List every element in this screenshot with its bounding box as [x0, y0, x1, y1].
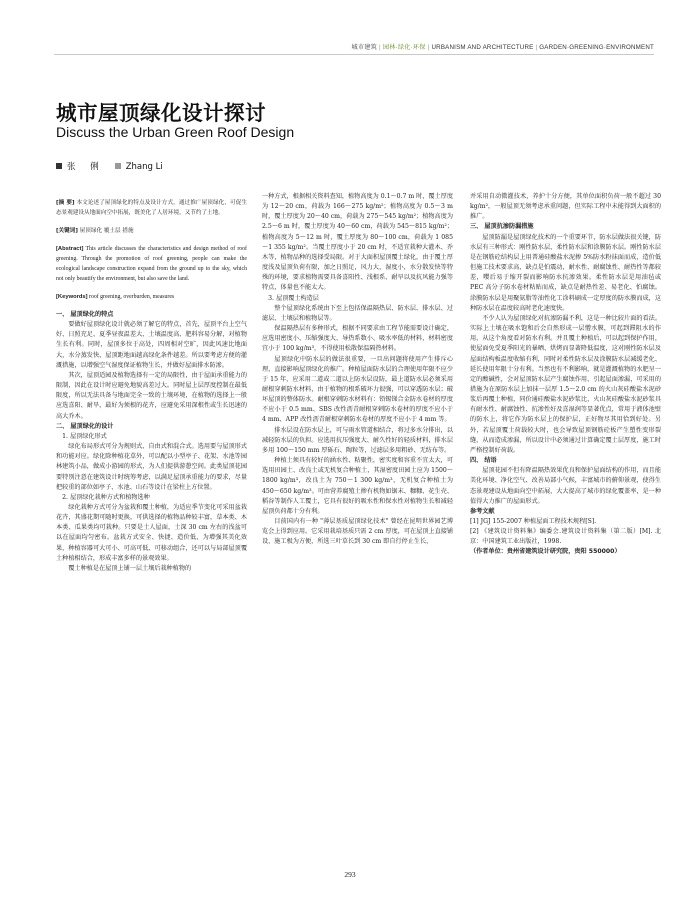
- abstract-en: [56, 244, 247, 284]
- abstract-en-text: This article discusses the characteristics and design method of roof greening. Through the promotion of roof greening, people can make the ecological landscape construction expand from the ground up to the sky, which not only beautify the environment, but also save the land.: [56, 246, 247, 282]
- reference-item: [1] JGJ 155-2007 种植屋面工程技术规程[S].: [470, 518, 597, 525]
- author-affiliation: （作者单位：贵州省建筑设计研究院，贵阳 550000）: [470, 548, 621, 556]
- abstract-cn-label: [摘 要]: [56, 200, 75, 206]
- author-line: [56, 160, 163, 172]
- paragraph: 排水层设在防水层上，可与雨水管道相结合，将过多水分排出，以减轻防水层的负担。应选用抗压强度大、耐久性好的轻质材料，排水层多用 100～150 mm 厚砾石、陶粒等，过滤层多用粗砂、无纺布等。: [262, 426, 453, 454]
- paragraph: 绿化布局形式可分为规则式、自由式和混合式。选用要与屋顶形式和功能对应。绿化除种植花草外，可以配以小型亭子、花架、水池等园林建筑小品，做成小游园的形式，为人们提供游憩空间。此类屋顶花园要特别注意在建筑设计时统筹考虑，以满足屋顶承重能力的要求，尽量把较重的部位如亭子、水池、山石等设计在梁柱上方位置。: [56, 443, 247, 491]
- header-category-4: GARDEN·GREENING·ENVIRONMENT: [539, 44, 654, 51]
- author-name-en: Zhang Li: [125, 162, 163, 172]
- paragraph: 不少人认为屋顶绿化对抗渗防漏不利，这是一种比较片面的看法。实际上土壤在吸水饱和后会自然形成一层憎水膜，可起到滞阻水的作用，从这个角度看对防水有利。并且覆土种植后，可以起到保护作用，使屋面免受夏季阳光的暴晒、烘烤而显著降低温度，这对刚性防水层及屋面结构板温度收缩有利，同时对柔性防水层及涂膜防水层减缓老化、延长使用年限十分有利。当然也有不利影响，就是灌溉植物的水肥呈一定的酸碱性，会对屋顶防水层产生腐蚀作用，引起屋面渗漏，可采用的措施为在原防水层上加抹一层厚 1.5～2.0 cm 的火山灰硅酸盐水泥砂浆后再覆土种植，同价通硅酸盐水泥砂浆比，火山灰硅酸盐水泥砂浆具有耐水性、耐腐蚀性、抗渗性好及喜湿润等显著优点，常用于液体池壁的防水上，将它作为防水层上的保护层，正好物尽其用恰到好处。另外，若屋顶覆土荷载较大时，也会导致屋顶钢筋砼板产生塑性变形裂缝，从而造成渗漏，所以设计中必须通过计算确定覆土层厚度，施工时严格控制好荷载。: [470, 314, 661, 454]
- paragraph: 屋顶花园不但有降温隔热效果优良和保护屋面结构的作用，而且能美化环境、净化空气、改善局部小气候，丰富城市的俯仰景观，使得生态景观建设从地面向空中拓展，大大提高了城市的绿化覆盖率，是一种值得大力推广的屋面形式。: [470, 467, 661, 505]
- paragraph: 并采用自动微灌技术，养护十分方便，其单位面积负荷一般不超过 30 kg/m²，一般屋顶无须考虑承重问题，但实际工程中未能得到大面积的推广。: [470, 193, 661, 221]
- paragraph: 一种方式，根据相关资料查知，植物高度为 0.1～0.7 m 时，覆土厚度为 12～20 cm，荷载为 166～275 kg/m²；植物高度为 0.5～3 m 时，覆土厚度为 20～40 cm，荷载为 275～545 kg/m²；植物高度为 2.5～6 m 时，覆土厚度为 40～60 cm，荷载为 545～815 kg/m²；植物高度为 5～12 m 时，覆土厚度为 80～100 cm，荷载为 1 085～1 355 kg/m²。当覆土厚度小于 20 cm 时，不适宜栽种大灌木、乔木等，植物品种的选择受局限。对于大面积屋顶覆土绿化，由于覆土厚度浅及屋顶负荷有限，加之日照足，风力大，湿度小，水分散发快等特殊的环境，要求植物需要具备喜阳性、浅根系、耐旱以及抗风能力强等特点，体量也不能太大。: [262, 193, 453, 292]
- references: [470, 507, 661, 558]
- paragraph: 保温隔热层有多种形式，根据不同要求由工程节能需要设计确定，应选用密度小、压缩强度大、导热系数小、吸水率低的材料，材料密度宜小于 100 kg/m³，不得使用松散保温隔热材料。: [262, 325, 453, 353]
- article-title-cn: 城市屋顶绿化设计探讨: [56, 101, 266, 125]
- abstract-en-label: [Abstract]: [56, 246, 84, 252]
- keywords-cn: [56, 226, 247, 236]
- paragraph: 覆土种植是在屋顶上铺一层土壤后栽种植物的: [68, 564, 192, 572]
- header-separator: |: [379, 44, 381, 51]
- paragraph: 目前国内有一种 "薄层基质屋顶绿化技术" 曾经在昆明世界园艺博览会上得到应用。它采用栽培基质只需 2 cm 厚度，可在屋顶上直接铺设，施工极为方便，所选三叶草长到 30 cm 即自行停止生长，: [262, 518, 453, 546]
- section-heading-3: 三、 屋顶抗渗防漏措施: [470, 223, 534, 231]
- references-heading: 参考文献: [470, 507, 495, 515]
- section-heading-2: 二、 屋顶绿化的设计: [56, 422, 114, 430]
- abstract-cn: [56, 198, 247, 218]
- column-2: [262, 192, 453, 547]
- paragraph: 绿化栽种方式可分为盆栽和覆土种植，为适应季节变化可采用盆栽花卉，其盛花期可随时更换，可供选择的植物品种较丰富，草本类、木本类、瓜果类均可栽种。只要是土人屋面，土深 30 cm 左右的浅盆可以在屋面均匀密布。盆栽方式安全、快捷、造价低，为增强其美化效果，种植容器可大可小、可高可低、可移动组合，还可以与局部屋顶覆土种植相结合，形成丰富多样的景观效果。: [56, 503, 247, 562]
- paragraph: 其次，屋顶适园及植物选择有一定的局限性，由于屋面承重能力的限制，因此在设计时应避免地貌高差过大。同时屋上层厚度控制在最低限度，所以无法具备与地面完全一致的土壤环境，在植物的选择上一般应选喜阳、耐旱，最好为须根的花卉，应避免采用深根性或生长迅速的高大乔木。: [56, 371, 247, 420]
- article-title-en: Discuss the Urban Green Roof Design: [56, 124, 295, 140]
- author-marker-icon: [115, 163, 121, 169]
- header-category-1: 城市建筑: [351, 44, 378, 51]
- section-heading-4: 四、 结语: [470, 457, 497, 465]
- keywords-cn-label: [关键词]: [56, 228, 78, 234]
- abstract-cn-text: 本文论述了屋顶绿化的特点及设计方式，通过推广屋顶绿化，可促生态景观建设从地面向空中拓展，既美化了人居环境，又节约了土地。: [56, 200, 247, 216]
- subsection-heading: 3. 屋顶覆土构造层: [268, 294, 319, 302]
- subsection-heading: 1. 屋顶绿化形式: [62, 432, 107, 440]
- column-1: [56, 198, 247, 574]
- author-marker-icon: [56, 163, 62, 169]
- paragraph: 屋顶防漏是屋顶绿化技术的一个重要环节，防水层做法很关键，防水层有三种形式：刚性防水层、柔性防水层和涂膜防水层。刚性防水层是在钢筋砼结构层上用普通硅酸盐水泥掺 5%防水粉抹面而成，造价低但施工技术要求高，缺点是怕震动，耐水性、耐腐蚀性、耐热性等都较差，嘤后易于缩开裂而影响防水抗渗效果。柔性防水层是用油毡或 PEC 高分子防水卷材粘贴而成，缺点是耐热性差、易老化、怕腐蚀。涂膜防水层是用聚氨脂等油性化工涂料刷成一定厚度的防水膜而成，这种防水层在温度较高时老化速度快。: [470, 233, 661, 312]
- running-header: [351, 42, 654, 51]
- keywords-en-label: [Keywords]: [56, 294, 88, 300]
- keywords-en: [56, 292, 247, 302]
- paragraph: 整个屋顶绿化系统由下至上包括保温隔热层、防水层、排水层、过滤层、土壤层和植物层等。: [262, 304, 453, 322]
- paragraph: 屋顶绿化中防水层的做法很重要，一旦出问题将使用产生排斥心理，直接影响屋顶绿化的推广。种植屋面防水层的合理使用年限不应少于 15 年，应采用二道或二道以上防水层设防，最上道防水层必须采用耐根穿刺防水材料，由于植物的根系破坏力很强，可以穿透防水层；破坏屋顶的整体防水。耐根穿刺防水材料有：铅锡锑合金防水卷材的厚度不应小于 0.5 mm、SBS 改性沥青耐根穿刺防水卷材的厚度不应小于 4 mm、APP 改性沥青耐根穿刺防水卷材的厚度不应小于 4 mm 等。: [262, 355, 453, 424]
- paragraph: 要做好屋顶绿化设计就必须了解它的特点，首先，屋顶平台上空气好、日照充足、夏季昼夜温差大、土壤温度高、肥料容易分解，对植物生长有利。同时，屋顶多位于高处，四周相对空旷，因此风速比地面大，水分蒸发快，屋顶距地面越高绿化条件越差。所以要考虑方便的灌溉措施，以增强空气湿度保证植物生长，并做好屋面排水防渗。: [56, 321, 247, 369]
- reference-item: [2] 《建筑设计资料集》编委会.建筑设计资料集（第二版）[M]. 北京：中国建筑工业出版社，1998.: [470, 528, 661, 546]
- author-name-cn: 张 俐: [67, 162, 105, 172]
- header-category-2: 园林·绿化·环保: [382, 44, 426, 51]
- header-separator: |: [427, 44, 430, 51]
- section-heading-1: 一、 屋顶绿化的特点: [56, 311, 114, 318]
- header-rule: [54, 54, 654, 55]
- page-number: 293: [344, 870, 356, 879]
- header-category-3: URBANISM AND ARCHITECTURE: [431, 44, 534, 51]
- header-separator: |: [535, 44, 538, 51]
- subsection-heading: 2. 屋顶绿化栽种方式和植物选种: [62, 493, 150, 501]
- column-3: [470, 192, 661, 558]
- keywords-cn-text: 屋顶绿化 覆土层 措施: [79, 228, 134, 234]
- paragraph: 种植土须具有较好的涵水性、粘聚性，密实度和容重不宜太大，可选用田园土、改良土或无机复合种植土，其湿密度田园土应为 1500～1800 kg/m³，改良土为 750～1 300 kg/m³，无机复合种植土为 450～650 kg/m³。可由营养腐殖土掺有机物如锯末、糠糠、花生壳、稻谷等制作人工覆土，它具有很好的吸水性和保水性对植物生长和减轻屋顶负荷都十分有利。: [262, 457, 453, 515]
- keywords-en-text: roof greening, overburden, measures: [89, 294, 175, 300]
